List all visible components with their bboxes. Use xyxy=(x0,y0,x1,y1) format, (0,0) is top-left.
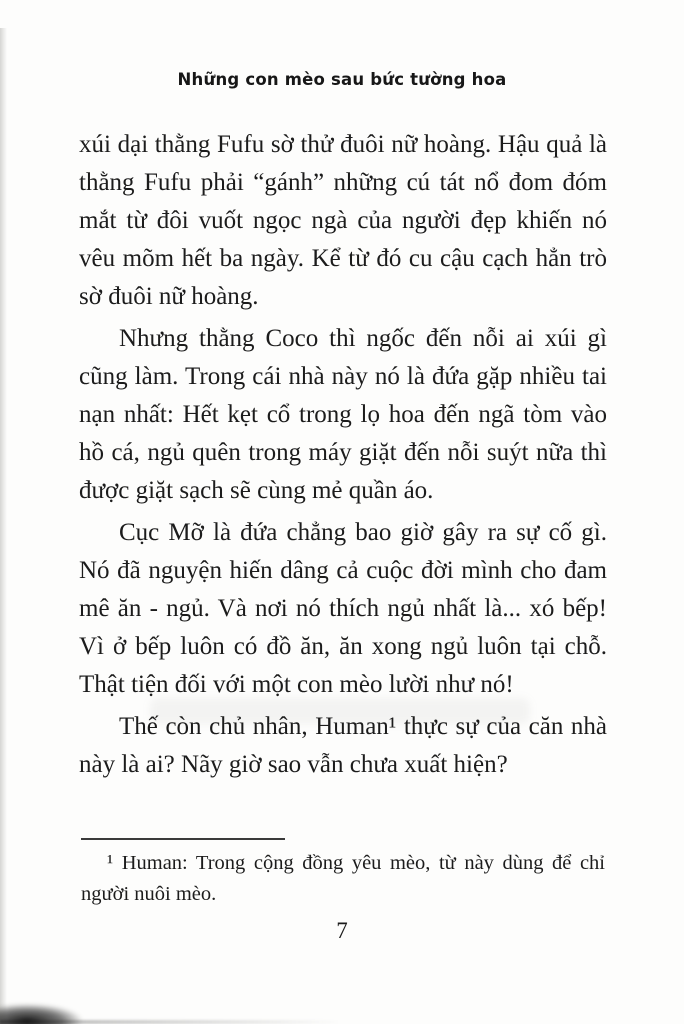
footnote xyxy=(81,838,605,910)
corner-shadow xyxy=(0,1004,82,1024)
running-header: Những con mèo sau bức tường hoa xyxy=(177,70,507,89)
footnote-separator xyxy=(81,838,285,840)
body-paragraph: xúi dại thằng Fufu sờ thử đuôi nữ hoàng. Hậu quả là thằng Fufu phải “gánh” những cú tát nổ đom đóm mắt từ đôi vuốt ngọc ngà của người đẹp khiến nó vêu mõm hết ba ngày. Kể từ đó cu cậu cạch hẳn trò sờ đuôi nữ hoàng. xyxy=(79,131,607,310)
body-paragraph: Nhưng thằng Coco thì ngốc đến nỗi ai xúi gì cũng làm. Trong cái nhà này nó là đứa gặp nhiều tai nạn nhất: Hết kẹt cổ trong lọ hoa đến ngã tòm vào hồ cá, ngủ quên trong máy giặt đến nỗi suýt nữa thì được giặt sạch sẽ cùng mẻ quần áo. xyxy=(79,325,607,504)
body-text xyxy=(79,126,607,788)
page-number: 7 xyxy=(336,918,348,943)
footnote-text: ¹ Human: Trong cộng đồng yêu mèo, từ này dùng để chỉ người nuôi mèo. xyxy=(81,852,605,905)
body-paragraph: Thế còn chủ nhân, Human¹ thực sự của căn nhà này là ai? Nãy giờ sao vẫn chưa xuất hiện? xyxy=(79,713,607,778)
body-paragraph: Cục Mỡ là đứa chẳng bao giờ gây ra sự cố gì. Nó đã nguyện hiến dâng cả cuộc đời mình cho đam mê ăn - ngủ. Và nơi nó thích ngủ nhất là... xó bếp! Vì ở bếp luôn có đồ ăn, ăn xong ngủ luôn tại chỗ. Thật tiện đối với một con mèo lười như nó! xyxy=(79,519,607,698)
page-gutter-shadow xyxy=(0,28,7,1024)
